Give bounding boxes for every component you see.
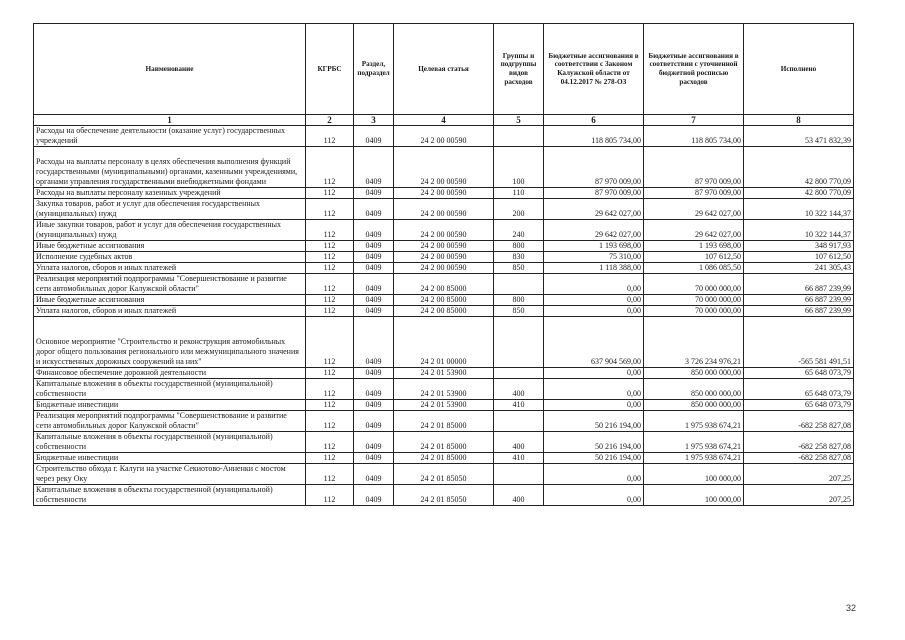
row-target: 24 2 01 00000 [394, 317, 494, 368]
row-section: 0409 [354, 368, 394, 379]
row-name: Финансовое обеспечение дорожной деятельности [34, 368, 306, 379]
row-executed: 207,25 [744, 464, 854, 485]
row-name: Расходы на выплаты персоналу казенных учреждений [34, 188, 306, 199]
row-section: 0409 [354, 220, 394, 241]
row-executed: 107 612,50 [744, 252, 854, 263]
row-law: 0,00 [544, 295, 644, 306]
row-law: 0,00 [544, 464, 644, 485]
row-revised: 70 000 000,00 [644, 295, 744, 306]
row-law: 0,00 [544, 274, 644, 295]
row-kgrbs: 112 [306, 147, 354, 188]
row-target: 24 2 00 00590 [394, 241, 494, 252]
row-revised: 118 805 734,00 [644, 126, 744, 147]
table-row [34, 306, 854, 317]
row-law: 0,00 [544, 485, 644, 506]
row-name: Расходы на выплаты персоналу в целях обеспечения выполнения функций государственными (муниципальными) органами, казенными учреждениями, органами управления государственными внебюджетными фондами [34, 147, 306, 188]
row-revised: 1 975 938 674,21 [644, 432, 744, 453]
table-row [34, 485, 854, 506]
row-group [494, 274, 544, 295]
row-target: 24 2 01 85050 [394, 464, 494, 485]
row-executed: 66 887 239,99 [744, 306, 854, 317]
row-law: 29 642 027,00 [544, 199, 644, 220]
column-number: 4 [394, 115, 494, 126]
table-row [34, 411, 854, 432]
row-group: 400 [494, 379, 544, 400]
table-row [34, 295, 854, 306]
header-name: Наименование [34, 24, 306, 115]
row-name: Иные бюджетные ассигнования [34, 295, 306, 306]
row-kgrbs: 112 [306, 188, 354, 199]
row-law: 87 970 009,00 [544, 188, 644, 199]
table-row [34, 453, 854, 464]
row-revised: 100 000,00 [644, 464, 744, 485]
header-executed: Исполнено [744, 24, 854, 115]
row-executed: 65 648 073,79 [744, 400, 854, 411]
row-executed: 66 887 239,99 [744, 274, 854, 295]
row-group: 240 [494, 220, 544, 241]
row-section: 0409 [354, 274, 394, 295]
row-executed: 207,25 [744, 485, 854, 506]
row-group: 830 [494, 252, 544, 263]
row-group: 100 [494, 147, 544, 188]
row-executed: -682 258 827,08 [744, 432, 854, 453]
row-kgrbs: 112 [306, 241, 354, 252]
row-target: 24 2 01 85050 [394, 485, 494, 506]
row-section: 0409 [354, 241, 394, 252]
row-section: 0409 [354, 400, 394, 411]
row-kgrbs: 112 [306, 252, 354, 263]
row-kgrbs: 112 [306, 274, 354, 295]
row-target: 24 2 01 53900 [394, 400, 494, 411]
row-revised: 1 193 698,00 [644, 241, 744, 252]
row-target: 24 2 00 85000 [394, 295, 494, 306]
row-name: Расходы на обеспечение деятельности (оказание услуг) государственных учреждений [34, 126, 306, 147]
row-target: 24 2 01 85000 [394, 432, 494, 453]
row-kgrbs: 112 [306, 126, 354, 147]
row-group: 850 [494, 263, 544, 274]
row-section: 0409 [354, 126, 394, 147]
row-name: Закупка товаров, работ и услуг для обеспечения государственных (муниципальных) нужд [34, 199, 306, 220]
header-section: Раздел, подраздел [354, 24, 394, 115]
row-group: 410 [494, 400, 544, 411]
row-law: 1 193 698,00 [544, 241, 644, 252]
table-row [34, 220, 854, 241]
row-name: Строительство обхода г. Калуги на участке Секиотово-Анненки с мостом через реку Оку [34, 464, 306, 485]
row-revised: 1 975 938 674,21 [644, 453, 744, 464]
row-kgrbs: 112 [306, 317, 354, 368]
row-target: 24 2 00 00590 [394, 147, 494, 188]
row-revised: 29 642 027,00 [644, 220, 744, 241]
column-number-row [34, 115, 854, 126]
row-revised: 850 000 000,00 [644, 379, 744, 400]
table-row [34, 252, 854, 263]
row-group [494, 126, 544, 147]
row-name: Капитальные вложения в объекты государственной (муниципальной) собственности [34, 432, 306, 453]
row-group: 800 [494, 241, 544, 252]
header-target: Целевая статья [394, 24, 494, 115]
row-target: 24 2 01 85000 [394, 453, 494, 464]
row-kgrbs: 112 [306, 379, 354, 400]
header-assign-law: Бюджетные ассигнования в соответствии с Законом Калужской области от 04.12.2017 № 278-ОЗ [544, 24, 644, 115]
row-name: Исполнение судебных актов [34, 252, 306, 263]
row-section: 0409 [354, 188, 394, 199]
table-row [34, 432, 854, 453]
header-kgrbs: КГРБС [306, 24, 354, 115]
row-group: 400 [494, 485, 544, 506]
row-kgrbs: 112 [306, 199, 354, 220]
row-group: 410 [494, 453, 544, 464]
page-number: 32 [846, 603, 857, 613]
row-group: 800 [494, 295, 544, 306]
row-group: 400 [494, 432, 544, 453]
row-section: 0409 [354, 252, 394, 263]
row-executed: 42 800 770,09 [744, 147, 854, 188]
row-group: 110 [494, 188, 544, 199]
table-row [34, 464, 854, 485]
row-group: 850 [494, 306, 544, 317]
row-section: 0409 [354, 379, 394, 400]
column-number: 2 [306, 115, 354, 126]
table-row [34, 147, 854, 188]
row-section: 0409 [354, 306, 394, 317]
row-executed: -682 258 827,08 [744, 453, 854, 464]
row-name: Бюджетные инвестиции [34, 453, 306, 464]
row-section: 0409 [354, 295, 394, 306]
row-revised: 850 000 000,00 [644, 368, 744, 379]
row-section: 0409 [354, 432, 394, 453]
row-executed: 348 917,93 [744, 241, 854, 252]
table-row [34, 400, 854, 411]
row-section: 0409 [354, 263, 394, 274]
row-revised: 1 086 085,50 [644, 263, 744, 274]
row-kgrbs: 112 [306, 295, 354, 306]
row-kgrbs: 112 [306, 411, 354, 432]
row-revised: 70 000 000,00 [644, 274, 744, 295]
column-number: 6 [544, 115, 644, 126]
row-section: 0409 [354, 464, 394, 485]
row-name: Капитальные вложения в объекты государственной (муниципальной) собственности [34, 485, 306, 506]
row-group [494, 317, 544, 368]
header-row [34, 24, 854, 115]
row-kgrbs: 112 [306, 453, 354, 464]
column-number: 7 [644, 115, 744, 126]
row-target: 24 2 00 00590 [394, 252, 494, 263]
header-groups: Группы и подгруппы видов расходов [494, 24, 544, 115]
row-kgrbs: 112 [306, 400, 354, 411]
row-kgrbs: 112 [306, 220, 354, 241]
row-kgrbs: 112 [306, 368, 354, 379]
budget-table [33, 23, 854, 506]
row-revised: 1 975 938 674,21 [644, 411, 744, 432]
row-target: 24 2 00 00590 [394, 199, 494, 220]
row-executed: 42 800 770,09 [744, 188, 854, 199]
row-name: Бюджетные инвестиции [34, 400, 306, 411]
row-revised: 3 726 234 976,21 [644, 317, 744, 368]
row-law: 0,00 [544, 379, 644, 400]
row-name: Уплата налогов, сборов и иных платежей [34, 263, 306, 274]
row-target: 24 2 00 00590 [394, 188, 494, 199]
row-law: 50 216 194,00 [544, 432, 644, 453]
row-name: Реализация мероприятий подпрограммы "Совершенствование и развитие сети автомобильных дорог Калужской области" [34, 411, 306, 432]
row-section: 0409 [354, 485, 394, 506]
row-law: 637 904 569,00 [544, 317, 644, 368]
row-law: 118 805 734,00 [544, 126, 644, 147]
table-row [34, 126, 854, 147]
row-group [494, 411, 544, 432]
row-executed: 10 322 144,37 [744, 199, 854, 220]
row-target: 24 2 00 00590 [394, 263, 494, 274]
row-group [494, 464, 544, 485]
row-kgrbs: 112 [306, 464, 354, 485]
row-revised: 850 000 000,00 [644, 400, 744, 411]
row-target: 24 2 01 53900 [394, 379, 494, 400]
row-group: 200 [494, 199, 544, 220]
table-row [34, 368, 854, 379]
row-law: 50 216 194,00 [544, 453, 644, 464]
column-number: 1 [34, 115, 306, 126]
row-target: 24 2 00 85000 [394, 306, 494, 317]
row-name: Реализация мероприятий подпрограммы "Совершенствование и развитие сети автомобильных дорог Калужской области" [34, 274, 306, 295]
row-executed: -682 258 827,08 [744, 411, 854, 432]
row-kgrbs: 112 [306, 306, 354, 317]
row-executed: -565 581 491,51 [744, 317, 854, 368]
row-executed: 66 887 239,99 [744, 295, 854, 306]
row-section: 0409 [354, 411, 394, 432]
row-revised: 100 000,00 [644, 485, 744, 506]
table-row [34, 379, 854, 400]
row-revised: 87 970 009,00 [644, 147, 744, 188]
row-section: 0409 [354, 147, 394, 188]
row-revised: 107 612,50 [644, 252, 744, 263]
column-number: 3 [354, 115, 394, 126]
table-row [34, 188, 854, 199]
row-target: 24 2 00 00590 [394, 220, 494, 241]
table-row [34, 241, 854, 252]
table-row [34, 263, 854, 274]
row-law: 50 216 194,00 [544, 411, 644, 432]
table-row [34, 274, 854, 295]
row-target: 24 2 01 85000 [394, 411, 494, 432]
row-executed: 241 305,43 [744, 263, 854, 274]
row-executed: 65 648 073,79 [744, 368, 854, 379]
row-revised: 70 000 000,00 [644, 306, 744, 317]
row-executed: 53 471 832,39 [744, 126, 854, 147]
row-name: Уплата налогов, сборов и иных платежей [34, 306, 306, 317]
row-name: Иные закупки товаров, работ и услуг для обеспечения государственных (муниципальных) нужд [34, 220, 306, 241]
row-executed: 10 322 144,37 [744, 220, 854, 241]
row-executed: 65 648 073,79 [744, 379, 854, 400]
row-section: 0409 [354, 453, 394, 464]
header-assign-revised: Бюджетные ассигнования в соответствии с уточненной бюджетной росписью расходов [644, 24, 744, 115]
row-law: 0,00 [544, 400, 644, 411]
column-number: 5 [494, 115, 544, 126]
row-name: Иные бюджетные ассигнования [34, 241, 306, 252]
row-law: 1 118 388,00 [544, 263, 644, 274]
column-number: 8 [744, 115, 854, 126]
row-kgrbs: 112 [306, 263, 354, 274]
row-target: 24 2 00 00590 [394, 126, 494, 147]
row-revised: 87 970 009,00 [644, 188, 744, 199]
row-law: 29 642 027,00 [544, 220, 644, 241]
row-law: 0,00 [544, 306, 644, 317]
row-section: 0409 [354, 199, 394, 220]
row-kgrbs: 112 [306, 485, 354, 506]
row-law: 75 310,00 [544, 252, 644, 263]
row-section: 0409 [354, 317, 394, 368]
row-revised: 29 642 027,00 [644, 199, 744, 220]
table-row [34, 317, 854, 368]
row-group [494, 368, 544, 379]
row-law: 0,00 [544, 368, 644, 379]
row-kgrbs: 112 [306, 432, 354, 453]
row-target: 24 2 00 85000 [394, 274, 494, 295]
row-target: 24 2 01 53900 [394, 368, 494, 379]
table-row [34, 199, 854, 220]
row-name: Основное мероприятие "Строительство и реконструкция автомобильных дорог общего пользования регионального или межмуниципального значения и искусственных дорожных сооружений на них" [34, 317, 306, 368]
row-name: Капитальные вложения в объекты государственной (муниципальной) собственности [34, 379, 306, 400]
row-law: 87 970 009,00 [544, 147, 644, 188]
